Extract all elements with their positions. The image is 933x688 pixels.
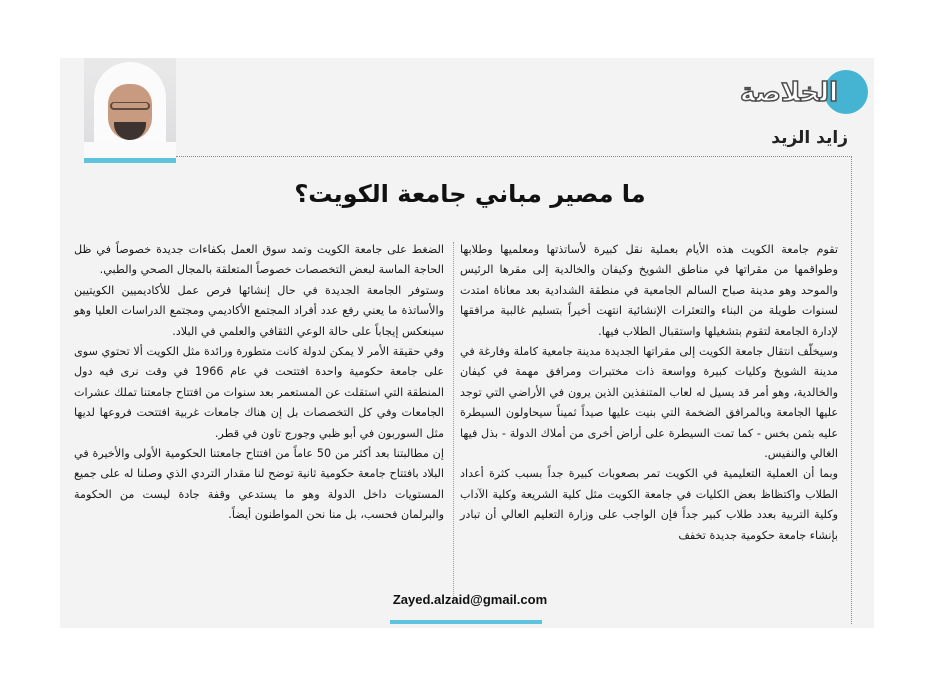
email-accent-bar (390, 620, 542, 624)
author-photo (84, 58, 176, 158)
column-divider (453, 242, 454, 602)
paragraph: إن مطالبتنا بعد أكثر من 50 عاماً من افتتاح جامعتنا الحكومية الأولى والأخيرة في البلاد بافتتاح جامعة حكومية ثانية توضح لنا مقدار التردي الذي وصلنا له على جميع المستويات داخل الدولة وهو ما يستدعي وقفة جادة ليست من الحكومة والبرلمان فحسب، بل منا نحن المواطنون أيضاً. (74, 447, 444, 522)
right-column (460, 240, 838, 546)
photo-glasses (110, 102, 150, 110)
paragraph: وسيخلّف انتقال جامعة الكويت إلى مقراتها الجديدة مدينة جامعية كاملة وفارغة في مدينة الشويخ وكليات كبيرة وواسعة ذات مختبرات ومرافق مهمة في كيفان والخالدية، وهو أمر قد يسيل له لعاب المتنفذين الذين يرون في الأراضي التي توجد عليها الجامعة وبالمرافق الضخمة التي بنيت عليها صيداً ثميناً سيحاولون السيطرة عليه بثمن بخس - كما تمت السيطرة على أراض أخرى من أملاك الدولة - بذل فيها الغالي والنفيس. (460, 345, 838, 461)
paragraph: وبما أن العملية التعليمية في الكويت تمر بصعوبات كبيرة جداً بسبب كثرة أعداد الطلاب واكتظاظ بعض الكليات في جامعة الكويت مثل كلية الشريعة وكلية الآداب وكلية التربية بعدد طلاب كبير جداً فإن الواجب على وزارة التعليم العالي أن تبادر بإنشاء جامعة حكومية جديدة تخفف (460, 467, 838, 542)
photo-accent-bar (84, 158, 176, 163)
logo-text: الخلاصة (739, 78, 838, 108)
paragraph: تقوم جامعة الكويت هذه الأيام بعملية نقل كبيرة لأساتذتها ومعلميها وطلابها وطواقمها من مقراتها في مناطق الشويخ وكيفان والخالدية إلى مقرها الرئيس والموحد وهو مدينة صباح السالم الجامعية في منطقة الشدادية بعد معاناة امتدت لسنوات طويلة من البناء والتعثرات الإنشائية انتهت أخيراً بتسليم غالبية مرافقها لإدارة الجامعة لتقوم بتشغيلها واستقبال الطلاب فيها. (460, 243, 838, 338)
photo-thobe (84, 142, 176, 158)
article-panel (60, 58, 874, 628)
right-dotted-border (851, 156, 852, 624)
author-name: زايد الزيد (771, 128, 848, 148)
left-column (74, 240, 444, 526)
author-email[interactable]: Zayed.alzaid@gmail.com (392, 592, 548, 607)
column-logo (728, 70, 868, 116)
paragraph: وفي حقيقة الأمر لا يمكن لدولة كانت متطورة ورائدة مثل الكويت ألا تحتوي سوى على جامعة حكومية واحدة افتتحت في عام 1966 في وقت نرى فيه دول المنطقة التي استقلت عن المستعمر بعد سنوات من افتتاح جامعتنا تملك عشرات الجامعات وفي كل التخصصات بل إن هناك جامعات غربية افتتحت فروعها لديها مثل السوربون في أبو ظبي وجورج تاون في قطر. (74, 345, 444, 440)
paragraph: الضغط على جامعة الكويت وتمد سوق العمل بكفاءات جديدة خصوصاً في ظل الحاجة الماسة لبعض التخصصات خصوصاً المتعلقة بالمجال الصحي والطبي. (74, 243, 444, 277)
paragraph: وستوفر الجامعة الجديدة في حال إنشائها فرص عمل للأكاديميين الكويتيين والأساتذة ما يعني رفع عدد أفراد المجتمع الأكاديمي ومجتمع الدراسات العليا وهو سينعكس إيجاباً على حالة الوعي الثقافي والعلمي في البلاد. (74, 283, 444, 338)
top-dotted-border (176, 156, 852, 157)
article-title: ما مصير مباني جامعة الكويت؟ (294, 180, 646, 208)
